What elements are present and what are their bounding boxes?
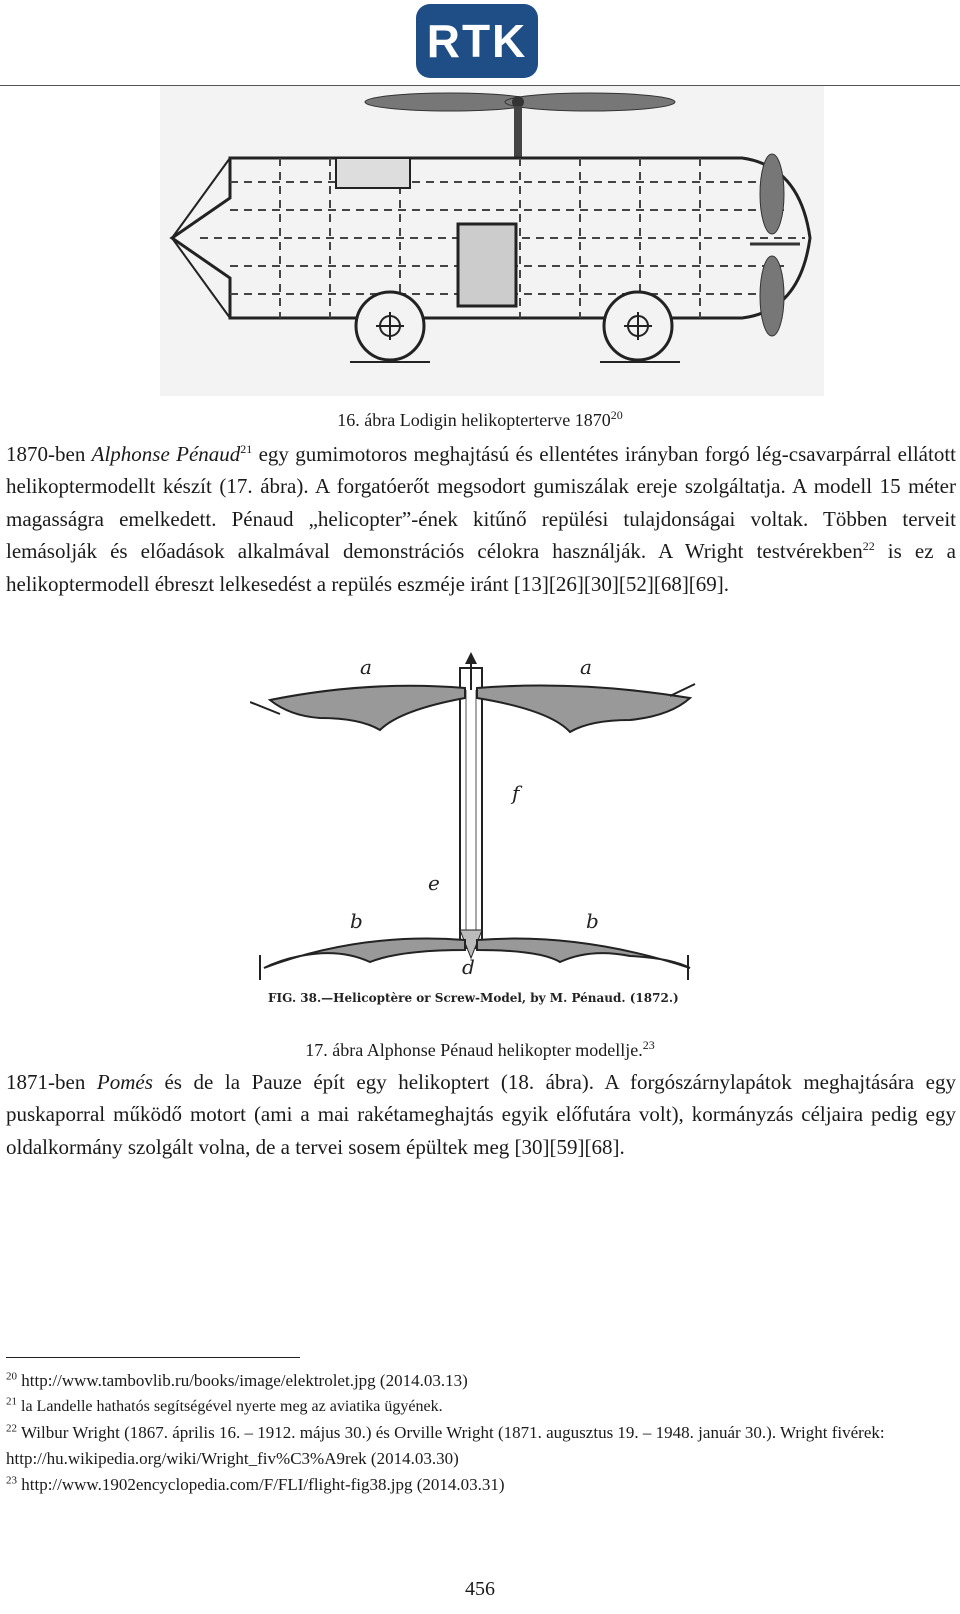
footnote-number: 22 [6, 1422, 17, 1435]
figure-16-caption [0, 410, 960, 431]
text-run: 1870-ben [6, 442, 92, 466]
figure-17-caption-text: 17. ábra Alphonse Pénaud helikopter modellje. [305, 1040, 643, 1060]
footnote-text: http://www.1902encyclopedia.com/F/FLI/flight-fig38.jpg (2014.03.31) [17, 1475, 505, 1494]
footnote-number: 20 [6, 1370, 17, 1383]
text-run: 1871-ben [6, 1070, 97, 1094]
figure-17-caption [0, 1040, 960, 1061]
logo-text: RTK [426, 15, 528, 67]
footnote-22 [6, 1420, 956, 1472]
footnote-number: 23 [6, 1474, 17, 1487]
lodigin-helicopter-figure [160, 86, 824, 396]
footnote-number: 21 [6, 1395, 17, 1408]
footnote-text: la Landelle hathatós segítségével nyerte meg az aviatika ügyének. [17, 1398, 443, 1415]
footnote-divider [6, 1357, 300, 1358]
footnote-ref: 23 [642, 1038, 655, 1052]
footnote-ref: 21 [240, 442, 253, 456]
footnote-23 [6, 1472, 956, 1498]
label-b-left: b [350, 909, 363, 933]
rtk-logo [416, 4, 538, 78]
person-name: Alphonse Pénaud [91, 442, 241, 466]
figure-17-inner-caption: FIG. 38.—Helicoptère or Screw-Model, by M. Pénaud. (1872.) [268, 991, 679, 1005]
label-d: d [462, 955, 475, 979]
footnotes [6, 1368, 956, 1498]
footnote-20 [6, 1368, 956, 1394]
label-f: f [512, 781, 520, 805]
paragraph-pomes [6, 1066, 956, 1163]
footnote-ref: 20 [610, 408, 623, 422]
paragraph-penaud [6, 438, 956, 600]
person-name: Pomés [96, 1070, 153, 1094]
penaud-model-figure [250, 650, 710, 1032]
text-run: egy gumimotoros meghajtású és ellentétes irányban forgó lég-csavarpárral ellátott helikoptermodellt készít (17. ábra). A forgatóerőt megsodort gumiszálak ereje szolgáltatja. A modell 15 méter magasságra emelkedett. Pénaud „helicopter”-ének kitűnő repülési tulajdonságai voltak. Többen terveit lemásolják és előadások alkalmával demonstrációs célokra használják. A Wright testvérekben [6, 442, 956, 564]
footnote-ref: 22 [862, 539, 875, 554]
figure-16-caption-text: 16. ábra Lodigin helikopterterve 1870 [337, 410, 611, 430]
label-e: e [428, 871, 440, 895]
page-number: 456 [465, 1578, 495, 1600]
label-b-right: b [586, 909, 599, 933]
footnote-21 [6, 1394, 956, 1420]
footnote-text: Wilbur Wright (1867. április 16. – 1912. május 30.) és Orville Wright (1871. augusztus 19. – 1948. január 30.). Wright fivérek: http://hu.wikipedia.org/wiki/Wright_fiv%C3%A9rek (2014.03.30) [6, 1423, 885, 1468]
text-run: és de la Pauze épít egy helikoptert (18. ábra). A forgószárnylapátok meghajtására egy puskaporral működő motort (ami a mai rakétameghajtás egyik előfutára volt), kormányzás céljaira pedig egy oldalkormány szolgált volna, de a tervei sosem épültek meg [30][59][68]. [6, 1070, 956, 1159]
label-a-left: a [360, 655, 372, 679]
label-a-right: a [580, 655, 592, 679]
text-run: is ez a helikoptermodell ébreszt lelkesedést a repülés eszméje iránt [13][26][30][52][68][69]. [6, 539, 956, 596]
footnote-text: http://www.tambovlib.ru/books/image/elektrolet.jpg (2014.03.13) [17, 1371, 468, 1390]
